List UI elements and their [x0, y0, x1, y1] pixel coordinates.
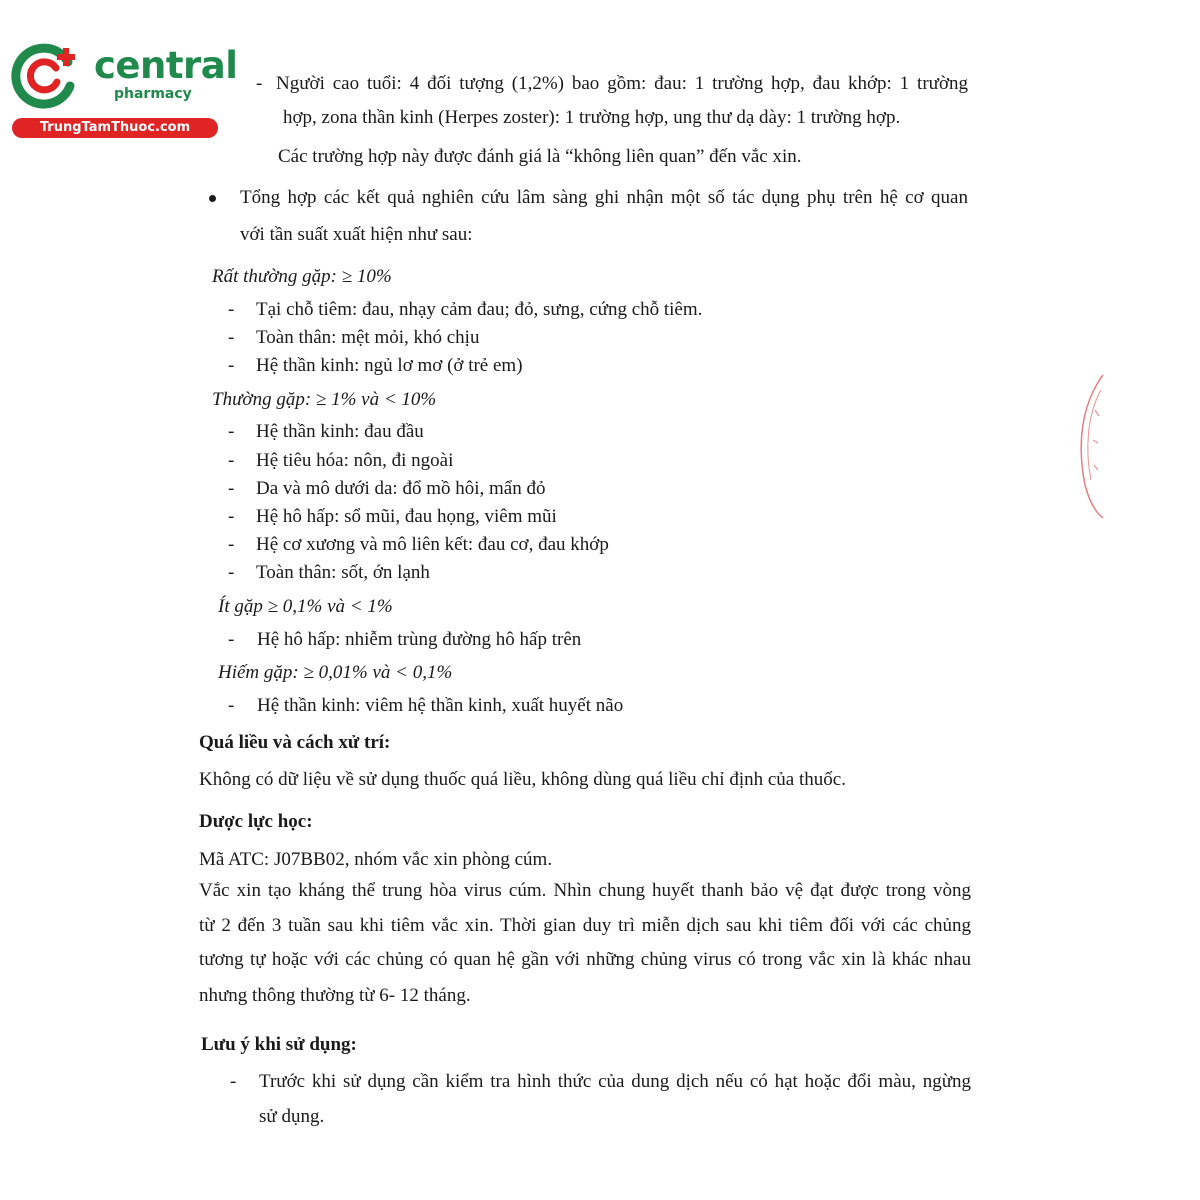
- common-heading: Thường gặp: ≥ 1% và < 10%: [212, 389, 437, 410]
- pharmacodynamics-line-2: từ 2 đến 3 tuần sau khi tiêm vắc xin. Thời gian duy trì miễn dịch sau khi tiêm đối với các chủng: [199, 915, 971, 936]
- summary-line-2: với tần suất xuất hiện như sau:: [240, 224, 473, 245]
- pharmacodynamics-title: Dược lực học:: [199, 811, 313, 832]
- list-dash: -: [228, 506, 235, 527]
- pharmacodynamics-line-4: nhưng thông thường từ 6- 12 tháng.: [199, 985, 471, 1006]
- list-dash: -: [228, 450, 235, 471]
- list-item: Hệ thần kinh: ngủ lơ mơ (ở trẻ em): [256, 355, 523, 376]
- list-dash: -: [228, 299, 235, 320]
- red-stamp-mark: [1075, 370, 1105, 520]
- list-item: Hệ tiêu hóa: nôn, đi ngoài: [256, 450, 454, 471]
- elderly-line-1: Người cao tuổi: 4 đối tượng (1,2%) bao gồm: đau: 1 trường hợp, đau khớp: 1 trường: [276, 73, 968, 94]
- list-dash: -: [228, 478, 235, 499]
- very-common-heading: Rất thường gặp: ≥ 10%: [212, 266, 392, 287]
- bullet-dot: [209, 195, 216, 202]
- list-dash: -: [228, 629, 235, 650]
- brand-name: central: [94, 44, 238, 87]
- list-item: Hệ hô hấp: sổ mũi, đau họng, viêm mũi: [256, 506, 557, 527]
- summary-line-1: Tổng hợp các kết quả nghiên cứu lâm sàng ghi nhận một số tác dụng phụ trên hệ cơ quan: [240, 187, 968, 208]
- list-item: Hệ thần kinh: đau đầu: [256, 421, 424, 442]
- site-name-badge: TrungTamThuoc.com: [12, 118, 218, 138]
- pharmacy-cross-logo-icon: [10, 38, 82, 110]
- usage-note-line-2: sử dụng.: [259, 1106, 325, 1127]
- pharmacodynamics-line-3: tương tự hoặc với các chủng có quan hệ gần với những chủng virus có trong vắc xin là khác nhau: [199, 949, 971, 970]
- overdose-text: Không có dữ liệu về sử dụng thuốc quá liều, không dùng quá liều chỉ định của thuốc.: [199, 769, 846, 790]
- uncommon-heading: Ít gặp ≥ 0,1% và < 1%: [218, 596, 393, 617]
- atc-code-text: Mã ATC: J07BB02, nhóm vắc xin phòng cúm.: [199, 849, 553, 870]
- list-item: Da và mô dưới da: đổ mồ hôi, mẩn đỏ: [256, 478, 546, 499]
- list-dash: -: [228, 355, 235, 376]
- list-dash: -: [228, 327, 235, 348]
- central-pharmacy-logo: [10, 38, 238, 138]
- list-dash: -: [256, 73, 263, 94]
- usage-notes-title: Lưu ý khi sử dụng:: [201, 1034, 357, 1055]
- list-dash: -: [228, 562, 235, 583]
- list-item: Tại chỗ tiêm: đau, nhạy cảm đau; đỏ, sưng, cứng chỗ tiêm.: [256, 299, 703, 320]
- usage-note-line-1: Trước khi sử dụng cần kiểm tra hình thức của dung dịch nếu có hạt hoặc đổi màu, ngừng: [259, 1071, 971, 1092]
- list-dash: -: [228, 695, 235, 716]
- list-item: Toàn thân: mệt mỏi, khó chịu: [256, 327, 480, 348]
- pharmacodynamics-line-1: Vắc xin tạo kháng thể trung hòa virus cúm. Nhìn chung huyết thanh bảo vệ đạt được trong vòng: [199, 880, 971, 901]
- list-dash: -: [230, 1071, 237, 1092]
- elderly-line-2: hợp, zona thần kinh (Herpes zoster): 1 trường hợp, ung thư dạ dày: 1 trường hợp.: [283, 107, 901, 128]
- elderly-conclusion: Các trường hợp này được đánh giá là “không liên quan” đến vắc xin.: [278, 146, 802, 167]
- list-dash: -: [228, 534, 235, 555]
- list-item: Hệ thần kinh: viêm hệ thần kinh, xuất huyết não: [257, 695, 624, 716]
- rare-heading: Hiếm gặp: ≥ 0,01% và < 0,1%: [218, 662, 453, 683]
- overdose-title: Quá liều và cách xử trí:: [199, 732, 391, 753]
- list-item: Hệ hô hấp: nhiễm trùng đường hô hấp trên: [257, 629, 582, 650]
- brand-subtitle: pharmacy: [114, 86, 192, 102]
- list-item: Toàn thân: sốt, ớn lạnh: [256, 562, 430, 583]
- list-dash: -: [228, 421, 235, 442]
- list-item: Hệ cơ xương và mô liên kết: đau cơ, đau khớp: [256, 534, 609, 555]
